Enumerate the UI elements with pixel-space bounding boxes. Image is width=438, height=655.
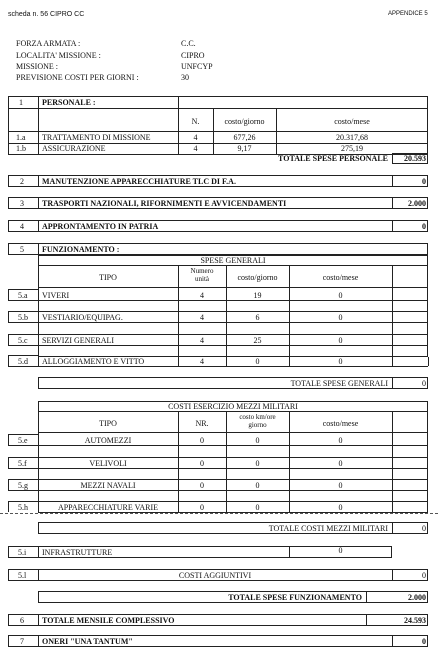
row-costo-giorno: 6	[255, 313, 260, 322]
row-costo-giorno: 0	[255, 357, 260, 366]
row-costo-giorno: 677,26	[233, 133, 256, 142]
row-costo-mese: 0	[338, 459, 343, 468]
row-id: 5.f	[18, 459, 27, 468]
row-n: 4	[200, 336, 204, 345]
row-costo-km: 0	[255, 503, 260, 512]
personale-total-label: TOTALE SPESE PERSONALE	[278, 154, 388, 163]
info-value-forza-armata: C.C.	[181, 39, 196, 48]
perforation-line	[0, 513, 438, 514]
row-id: 1.a	[16, 133, 26, 142]
row-costo-giorno: 25	[253, 336, 262, 345]
row-id: 5.e	[18, 436, 28, 445]
row-costo-mese: 0	[338, 313, 343, 322]
row-label: SERVIZI GENERALI	[42, 336, 115, 345]
row-label: TRATTAMENTO DI MISSIONE	[42, 133, 151, 142]
col-header-tipo: TIPO	[99, 419, 117, 428]
row-costo-mese: 0	[338, 336, 343, 345]
info-value-giorni: 30	[181, 73, 189, 82]
row-id: 5.h	[18, 503, 28, 512]
row-n: 4	[200, 291, 204, 300]
personale-title: PERSONALE :	[42, 98, 96, 107]
row-n: 4	[200, 313, 204, 322]
row-label: COSTI AGGIUNTIVI	[178, 571, 252, 580]
totale-mensile-label: TOTALE MENSILE COMPLESSIVO	[42, 616, 175, 625]
col-header-n: N.	[191, 117, 200, 126]
info-label-localita: LOCALITA' MISSIONE :	[16, 51, 101, 60]
row-label: INFRASTRUTTURE	[42, 548, 113, 557]
personale-total-value: 20.593	[404, 154, 426, 163]
mezzi-title: COSTI ESERCIZIO MEZZI MILITARI	[168, 402, 298, 411]
row-label: VELIVOLI	[89, 459, 127, 468]
row-id: 5.l	[18, 571, 27, 580]
info-label-giorni: PREVISIONE COSTI PER GIORNI :	[16, 73, 139, 82]
row-costo-mese: 0	[338, 481, 343, 490]
section-value: 2.000	[408, 199, 426, 208]
row-costo-mese: 275,19	[341, 144, 363, 153]
row-n: 4	[193, 133, 198, 142]
row-id: 5.b	[18, 313, 28, 322]
col-header-nr: NR.	[195, 419, 209, 428]
row-costo-km: 0	[255, 481, 260, 490]
row-id: 5.a	[18, 291, 28, 300]
info-label-missione: MISSIONE :	[16, 62, 59, 71]
row-costo-mese: 20.317,68	[336, 133, 368, 142]
row-costo-giorno: 19	[253, 291, 262, 300]
row-id: 5.c	[18, 336, 28, 345]
section-6-number: 6	[20, 616, 24, 625]
col-header-costo-giorno: costo/giorno	[224, 117, 265, 126]
row-n: 0	[200, 436, 204, 445]
info-label-forza-armata: FORZA ARMATA :	[16, 39, 81, 48]
mezzi-total-value: 0	[422, 524, 426, 533]
row-n: 0	[200, 503, 204, 512]
section-value: 0	[422, 177, 426, 186]
row-n: 4	[193, 144, 198, 153]
col-header-costo-mese: costo/mese	[322, 419, 359, 428]
col-header-costo-mese: costo/mese	[334, 117, 370, 126]
row-label: ALLOGGIAMENTO E VITTO	[42, 357, 145, 366]
section-value: 0	[422, 222, 426, 231]
info-value-missione: UNFCYP	[181, 62, 213, 71]
appendix-label: APPENDICE 5	[388, 11, 428, 17]
spese-generali-total-label: TOTALE SPESE GENERALI	[290, 379, 388, 388]
row-costo-mese: 0	[338, 503, 343, 512]
section-number: 3	[20, 199, 24, 208]
row-value: 0	[338, 546, 343, 555]
row-costo-km: 0	[255, 436, 260, 445]
section-5-number: 5	[20, 245, 24, 254]
row-id: 5.i	[18, 548, 27, 557]
row-n: 0	[200, 459, 204, 468]
oneri-value: 0	[422, 637, 426, 646]
oneri-label: ONERI "UNA TANTUM"	[42, 637, 133, 646]
row-costo-mese: 0	[338, 357, 343, 366]
row-label: MEZZI NAVALI	[80, 481, 136, 490]
row-label: ASSICURAZIONE	[42, 144, 106, 153]
row-label: VESTIARIO/EQUIPAG.	[42, 313, 123, 322]
funzionamento-title: FUNZIONAMENTO :	[42, 245, 120, 254]
row-label: VIVERI	[42, 291, 70, 300]
row-label: APPARECCHIATURE VARIE	[57, 503, 159, 512]
funzionamento-total-label: TOTALE SPESE FUNZIONAMENTO	[228, 593, 362, 602]
section-label: TRASPORTI NAZIONALI, RIFORNIMENTI E AVVICENDAMENTI	[42, 199, 287, 208]
col-header-numero-unita: Numero unità	[190, 267, 214, 283]
spese-generali-total-value: 0	[422, 379, 426, 388]
spese-generali-title: SPESE GENERALI	[200, 256, 266, 265]
col-header-costo-giorno: costo/giorno	[237, 273, 278, 282]
row-label: AUTOMEZZI	[84, 436, 132, 445]
row-costo-giorno: 9,17	[237, 144, 252, 153]
section-label: MANUTENZIONE APPARECCHIATURE TLC DI F.A.	[42, 177, 236, 186]
mezzi-total-label: TOTALE COSTI MEZZI MILITARI	[268, 524, 388, 533]
row-value: 0	[422, 571, 426, 580]
row-n: 0	[200, 481, 204, 490]
col-header-costo-mese: costo/mese	[322, 273, 359, 282]
col-header-tipo: TIPO	[99, 273, 117, 282]
row-n: 4	[200, 357, 204, 366]
row-id: 5.g	[18, 481, 28, 490]
row-costo-km: 0	[255, 459, 260, 468]
info-value-localita: CIPRO	[181, 51, 205, 60]
section-7-number: 7	[20, 637, 24, 646]
section-label: APPRONTAMENTO IN PATRIA	[42, 222, 159, 231]
row-id: 1.b	[16, 144, 26, 153]
section-1-number: 1	[19, 98, 23, 107]
section-number: 4	[20, 222, 24, 231]
row-id: 5.d	[18, 357, 28, 366]
section-number: 2	[20, 177, 24, 186]
sheet-id: scheda n. 56 CIPRO CC	[8, 11, 85, 18]
funzionamento-total-value: 2.000	[408, 593, 426, 602]
row-costo-mese: 0	[338, 291, 343, 300]
totale-mensile-value: 24.593	[404, 616, 426, 625]
row-costo-mese: 0	[338, 436, 343, 445]
col-header-costo-km: costo km/ore giorno	[239, 413, 276, 429]
